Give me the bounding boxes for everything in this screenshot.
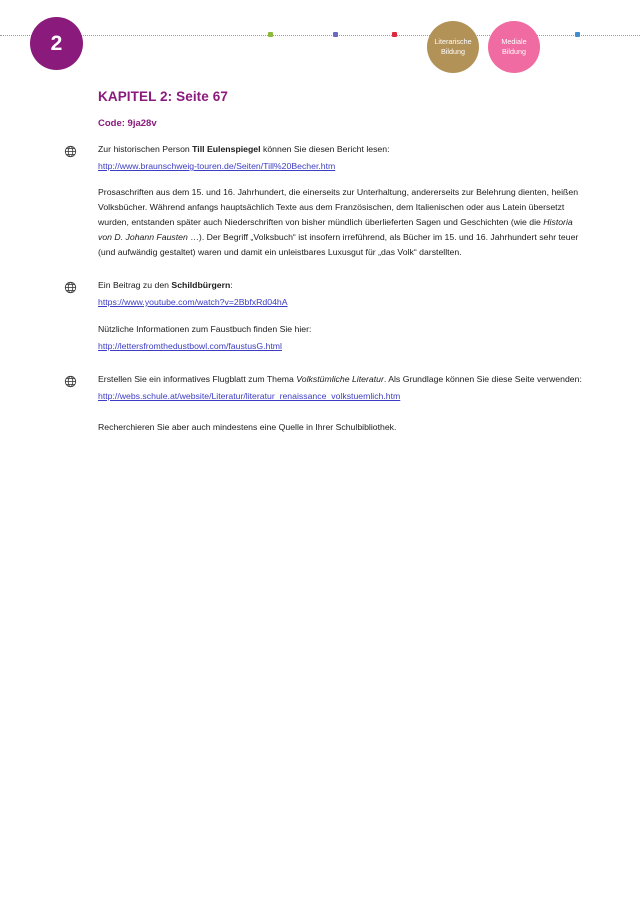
link-block-schildbuerger <box>64 278 584 354</box>
globe-icon <box>64 145 77 158</box>
link-block-flugblatt <box>64 372 584 434</box>
badge-literarische-bildung-line1: Literarische <box>434 37 472 47</box>
badge-mediale-bildung <box>488 21 540 73</box>
chapter-number-badge <box>30 17 83 70</box>
link-youtube-schildbuerger[interactable]: https://www.youtube.com/watch?v=2BbfxRd04hA <box>98 297 288 308</box>
block-2-intro-prefix: Ein Beitrag zu den <box>98 279 172 290</box>
block-1-intro-suffix: können Sie diesen Bericht lesen: <box>260 144 390 154</box>
badge-literarische-bildung <box>427 21 479 73</box>
block-1-intro <box>98 142 584 156</box>
link-blocks <box>64 142 584 448</box>
badge-mediale-bildung-line1: Mediale <box>501 37 527 47</box>
timeline-rule <box>0 35 640 38</box>
block-2-sub-text: Nützliche Informationen zum Faustbuch finden Sie hier: <box>98 324 312 335</box>
block-3-closing-text: Recherchieren Sie aber auch mindestens eine Quelle in Ihrer Schulbibliothek. <box>98 422 397 433</box>
block-2-intro-bold: Schildbürgern <box>171 279 231 290</box>
block-1-paragraph-title-italic: Historia von D. Johann Fausten <box>98 217 573 242</box>
block-1-paragraph <box>98 185 584 260</box>
chapter-number-label: 2 <box>50 31 63 55</box>
timeline-dot-blue <box>575 32 580 37</box>
page-code: Code: 9ja28v <box>98 118 157 129</box>
link-braunschweig-touren[interactable]: http://www.braunschweig-touren.de/Seiten/Till%20Becher.htm <box>98 161 336 172</box>
block-1-paragraph-part-3: …). Der Begriff „Volksbuch“ ist insofern irreführend, als Bücher im 15. und 16. Jahrhundert sehr teuer (und aufwändig gestaltet) waren und damit ein unleistbares Luxusgut für „das Volk“ darstellten. <box>98 232 579 257</box>
timeline-dot-red <box>392 32 397 37</box>
block-2-intro <box>98 278 584 292</box>
block-3-intro-prefix: Erstellen Sie ein informatives Flugblatt zum Thema <box>98 374 297 385</box>
block-3-intro <box>98 372 584 386</box>
block-3-intro-italic: Volkstümliche Literatur <box>296 374 384 385</box>
badge-literarische-bildung-line2: Bildung <box>441 47 465 56</box>
block-1-intro-bold: Till Eulenspiegel <box>192 144 261 154</box>
page-title: KAPITEL 2: Seite 67 <box>98 89 228 104</box>
block-1-paragraph-part-1: Prosaschriften aus dem 15. und 16. Jahrhundert, die einerseits zur Unterhaltung, andererseits zur Belehrung dienten, heißen Volksbücher. Während anfangs hauptsächlich Texte aus dem Französischen, dem Italienischen oder aus Latein übersetzt wurden, entstanden später auch Niederschriften von bisher mündlich überlieferten Sagen und Geschichten (wie die <box>98 187 579 228</box>
link-lettersfromthedustbowl[interactable]: http://lettersfromthedustbowl.com/faustusG.html <box>98 341 282 352</box>
block-1-intro-prefix: Zur historischen Person <box>98 144 193 154</box>
block-3-intro-suffix: . Als Grundlage können Sie diese Seite verwenden: <box>383 374 582 385</box>
link-block-eulenspiegel <box>64 142 584 260</box>
globe-icon <box>64 281 77 294</box>
block-2-intro-suffix: : <box>230 279 233 290</box>
badge-mediale-bildung-line2: Bildung <box>502 47 526 56</box>
timeline-dot-green <box>268 32 273 37</box>
link-webs-schule-at[interactable]: http://webs.schule.at/website/Literatur/literatur_renaissance_volkstuemlich.htm <box>98 391 401 402</box>
header-band <box>0 0 640 92</box>
globe-icon <box>64 375 77 388</box>
timeline-dot-purple <box>333 32 338 37</box>
